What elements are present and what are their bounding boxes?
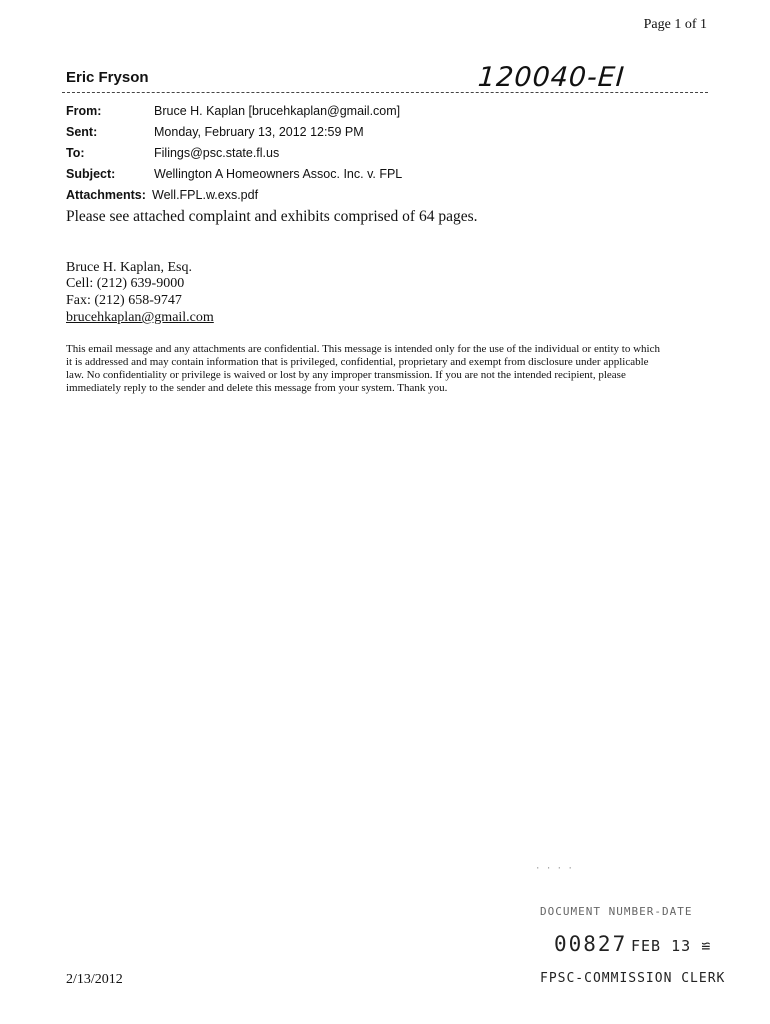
- footer-date: 2/13/2012: [66, 972, 123, 987]
- docket-number-handwritten: 120040-EI: [476, 62, 626, 93]
- to-value: Filings@psc.state.fl.us: [154, 146, 280, 160]
- message-body: Please see attached complaint and exhibits comprised of 64 pages.: [66, 208, 478, 225]
- sent-label: Sent:: [66, 125, 98, 139]
- sent-value: Monday, February 13, 2012 12:59 PM: [154, 125, 364, 139]
- stamp-label: DOCUMENT NUMBER-DATE: [540, 905, 693, 918]
- signature-cell: Cell: (212) 639-9000: [66, 276, 185, 291]
- signature-fax: Fax: (212) 658-9747: [66, 293, 182, 308]
- commission-clerk-stamp: FPSC-COMMISSION CLERK: [540, 971, 726, 986]
- from-label: From:: [66, 104, 102, 118]
- document-number: 00827: [554, 932, 628, 956]
- sender-name: Eric Fryson: [66, 69, 149, 86]
- signature-name: Bruce H. Kaplan, Esq.: [66, 260, 192, 275]
- faint-mark: · · · ·: [535, 864, 573, 874]
- header-divider: [62, 92, 708, 93]
- from-value: Bruce H. Kaplan [brucehkaplan@gmail.com]: [154, 104, 401, 118]
- stamp-date: FEB 13 ≌: [631, 937, 712, 955]
- attachments-label: Attachments:: [66, 188, 146, 202]
- attachments-value: Well.FPL.w.exs.pdf: [152, 188, 259, 202]
- page-number: Page 1 of 1: [643, 17, 707, 32]
- subject-label: Subject:: [66, 167, 116, 181]
- to-label: To:: [66, 146, 85, 160]
- confidentiality-notice: This email message and any attachments are confidential. This message is intended only for the use of the individual or entity to which it is addressed and may contain information that is privileged, confidential, proprietary and exempt from disclosure under applicable law. No confidentiality or privilege is waived or lost by any improper transmission. If you are not the intended recipient, please immediately reply to the sender and delete this message from your system. Thank you.: [66, 343, 660, 394]
- signature-email-link[interactable]: brucehkaplan@gmail.com: [66, 310, 214, 325]
- subject-value: Wellington A Homeowners Assoc. Inc. v. FPL: [154, 167, 403, 181]
